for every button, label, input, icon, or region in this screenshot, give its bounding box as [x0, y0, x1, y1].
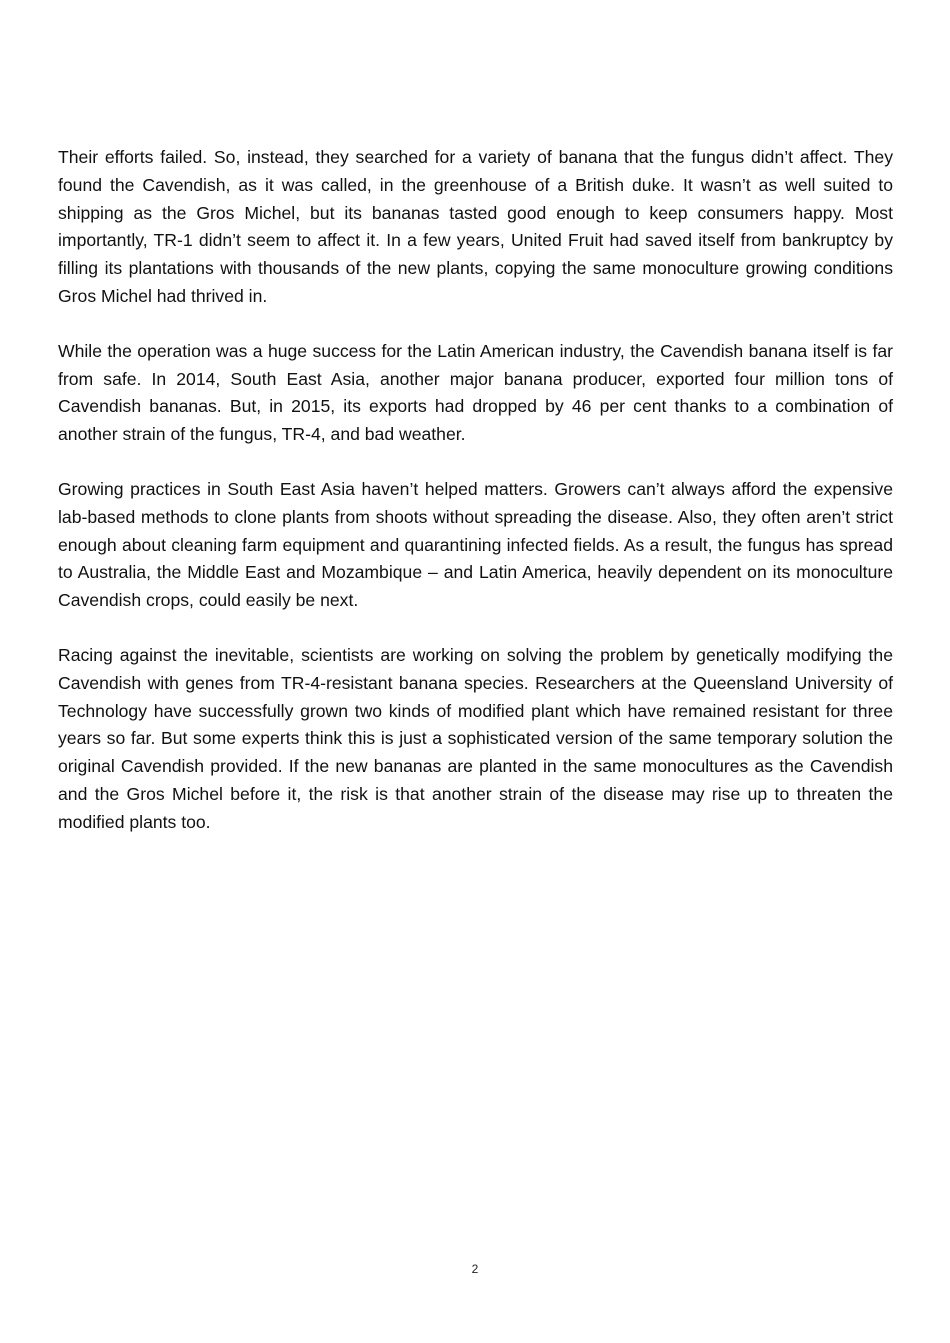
paragraph-4: Racing against the inevitable, scientists are working on solving the problem by genetically modifying the Cavendish with genes from TR-4-resistant banana species. Researchers at the Queensland University of Technology have successfully grown two kinds of modified plant which have remained resistant for three years so far. But some experts think this is just a sophisticated version of the same temporary solution the original Cavendish provided. If the new bananas are planted in the same monocultures as the Cavendish and the Gros Michel before it, the risk is that another strain of the disease may rise up to threaten the modified plants too.	[58, 644, 893, 832]
paragraph-2: While the operation was a huge success for the Latin American industry, the Cavendish banana itself is far from safe. In 2014, South East Asia, another major banana producer, exported four million tons of Cavendish bananas. But, in 2015, its exports had dropped by 46 per cent thanks to a combination of another strain of the fungus, TR-4, and bad weather.	[58, 340, 893, 445]
body-text	[58, 144, 893, 864]
page-number: 2	[471, 1262, 479, 1276]
paragraph-1: Their efforts failed. So, instead, they searched for a variety of banana that the fungus didn’t affect. They found the Cavendish, as it was called, in the greenhouse of a British duke. It wasn’t as well suited to shipping as the Gros Michel, but its bananas tasted good enough to keep consumers happy. Most importantly, TR-1 didn’t seem to affect it. In a few years, United Fruit had saved itself from bankruptcy by filling its plantations with thousands of the new plants, copying the same monoculture growing conditions Gros Michel had thrived in.	[58, 147, 893, 306]
paragraph-3: Growing practices in South East Asia haven’t helped matters. Growers can’t always afford the expensive lab-based methods to clone plants from shoots without spreading the disease. Also, they often aren’t strict enough about cleaning farm equipment and quarantining infected fields. As a result, the fungus has spread to Australia, the Middle East and Mozambique – and Latin America, heavily dependent on its monoculture Cavendish crops, could easily be next.	[58, 478, 893, 611]
